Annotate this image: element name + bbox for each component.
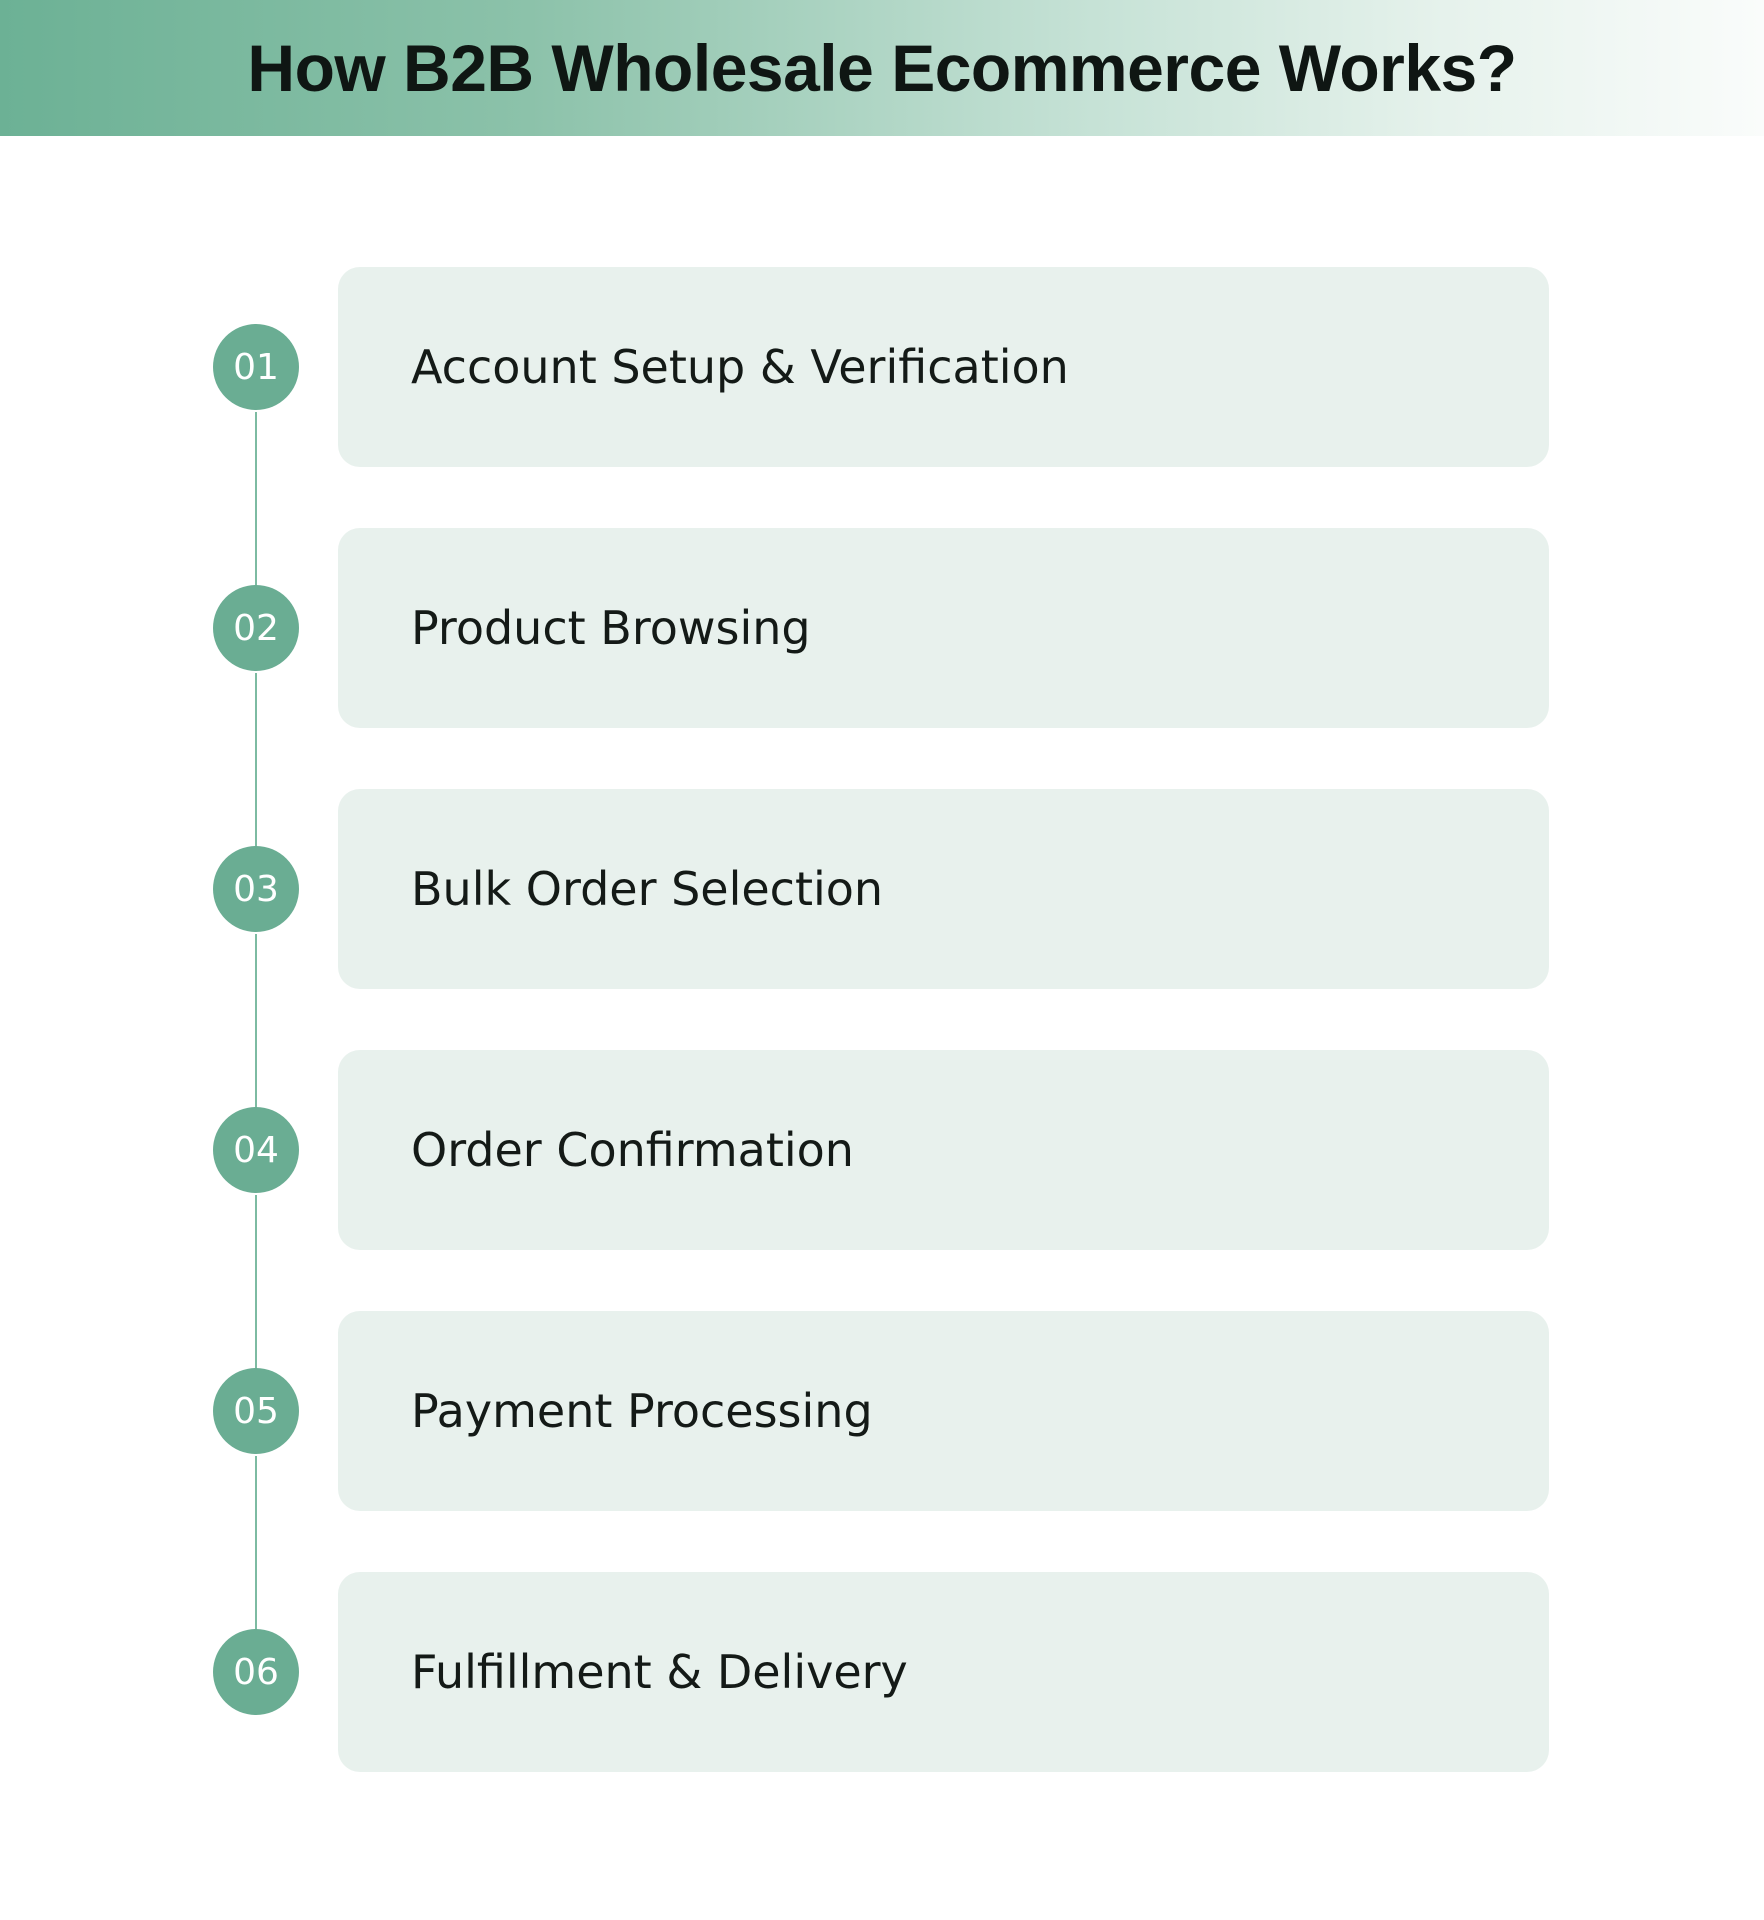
step-6 [0,1572,1764,1772]
step-card [338,267,1549,467]
step-1 [0,267,1764,467]
step-4 [0,1050,1764,1250]
step-3 [0,789,1764,989]
step-card [338,1572,1549,1772]
step-card [338,1050,1549,1250]
step-card [338,789,1549,989]
step-number-badge: 03 [213,846,299,932]
step-label: Order Confirmation [411,1123,854,1177]
step-label: Product Browsing [411,601,811,655]
step-label: Payment Processing [411,1384,873,1438]
step-number-badge: 01 [213,324,299,410]
step-label: Bulk Order Selection [411,862,884,916]
step-label: Account Setup & Verification [411,340,1069,394]
step-card [338,1311,1549,1511]
step-label: Fulfillment & Delivery [411,1645,908,1699]
step-5 [0,1311,1764,1511]
step-number-badge: 05 [213,1368,299,1454]
step-number-badge: 04 [213,1107,299,1193]
page-title: How B2B Wholesale Ecommerce Works? [247,31,1517,105]
step-number-badge: 02 [213,585,299,671]
step-number-badge: 06 [213,1629,299,1715]
step-2 [0,528,1764,728]
step-card [338,528,1549,728]
